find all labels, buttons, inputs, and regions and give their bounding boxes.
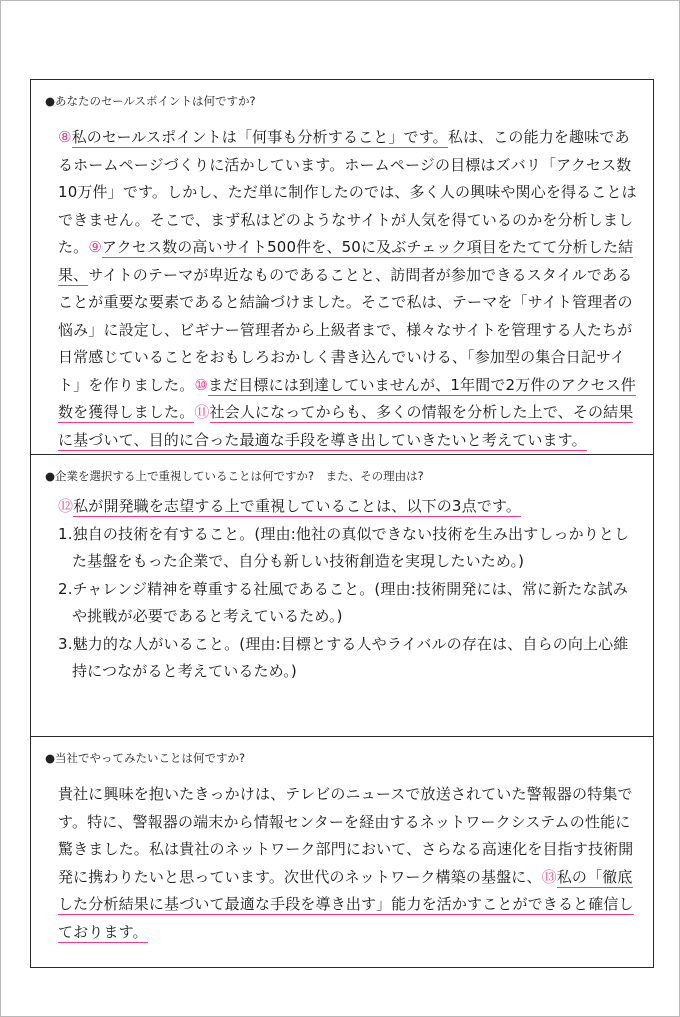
circled-number-marker: ⑬ [541,867,557,886]
answer-text [58,781,639,946]
question-heading: ●企業を選択する上で重視していることは何ですか? また、その理由は? [45,469,424,483]
text-run: 私は、この能力を趣味であるホームページづくりに活かしています。ホームページの目標はズバリ「アクセス数10万件」です。しかし、ただ単に制作したのでは、多く人の興味や関心を得ることはできません。そこで、まず私はどのようなサイトが人気を得ているのかを分析しました。 [58,128,637,256]
circled-number-marker: ⑨ [88,238,102,256]
answer-text [58,124,639,454]
highlighted-phrase: 私が開発職を志望する上で重視していることは、以下の3点です。 [73,497,522,515]
text-run: 貴社に興味を抱いたきっかけは、テレビのニュースで放送されていた警報器の特集です。特に、警報器の端末から情報センターを経由するネットワークシステムの性能に驚きました。私は貴社のネットワーク部門において、さらなる高速化を目指す技術開発に携わりたいと思っています。次世代のネットワーク構築の基盤に、 [58,785,634,886]
highlighted-phrase: 私のセールスポイントは「何事も分析すること」です。 [71,128,448,146]
entry-sheet-form [30,79,654,968]
answer-list-item: 3.魅力的な人がいること。(理由:目標とする人やライバルの存在は、自らの向上心維持につながると考えているため。) [58,634,629,680]
question-heading: ●あなたのセールスポイントは何ですか? [45,94,256,108]
answer-intro [58,493,639,521]
circled-number-marker: ⑩ [194,375,208,394]
answer-paragraph [58,781,639,946]
question-heading: ●当社でやってみたいことは何ですか? [45,751,246,765]
circled-number-marker: ⑫ [58,497,74,515]
highlighted-phrase: アクセス数の高いサイト500件を、50に及ぶチェック項目をたてて分析した結果、 [58,238,634,284]
answer-paragraph [58,124,639,454]
highlighted-phrase: 社会人になってからも、多くの情報を分析した上で、その結果に基づいて、目的に合った最適な手段を導き出していきたいと考えています。 [58,403,634,449]
circled-number-marker: ⑧ [58,128,72,146]
answer-list-item: 2.チャレンジ精神を尊重する社風であること。(理由:技術開発には、常に新たな試みや挑戦が必要であると考えているため。) [58,579,629,625]
text-run: サイトのテーマが卑近なものであることと、訪問者が参加できるスタイルであることが重要な要素であると結論づけました。そこで私は、テーマを「サイト管理者の悩み」に設定し、ビギナー管理者から上級者まで、様々なサイトを管理する人たちが日常感じていることをおもしろおかしく書き込んでいける、「参加型の集合日記サイト」を作りました。 [58,265,633,394]
section-sales-point [31,80,653,454]
answer-list-item: 1.独自の技術を有すること。(理由:他社の真似できない技術を生み出すしっかりとした基盤をもった企業で、自分も新しい技術創造を実現したいため。) [58,524,630,570]
circled-number-marker: ⑪ [194,403,210,421]
section-what-to-do [31,736,653,967]
section-company-criteria [31,454,653,736]
answer-text [58,493,639,686]
highlighted-phrase: 私の「徹底した分析結果に基づいて最適な手段を導き出す」能力を活かすことができると確信しております。 [58,867,634,941]
highlighted-phrase: まだ目標には到達していませんが、1年間で2万件のアクセス件数を獲得しました。 [58,375,636,421]
